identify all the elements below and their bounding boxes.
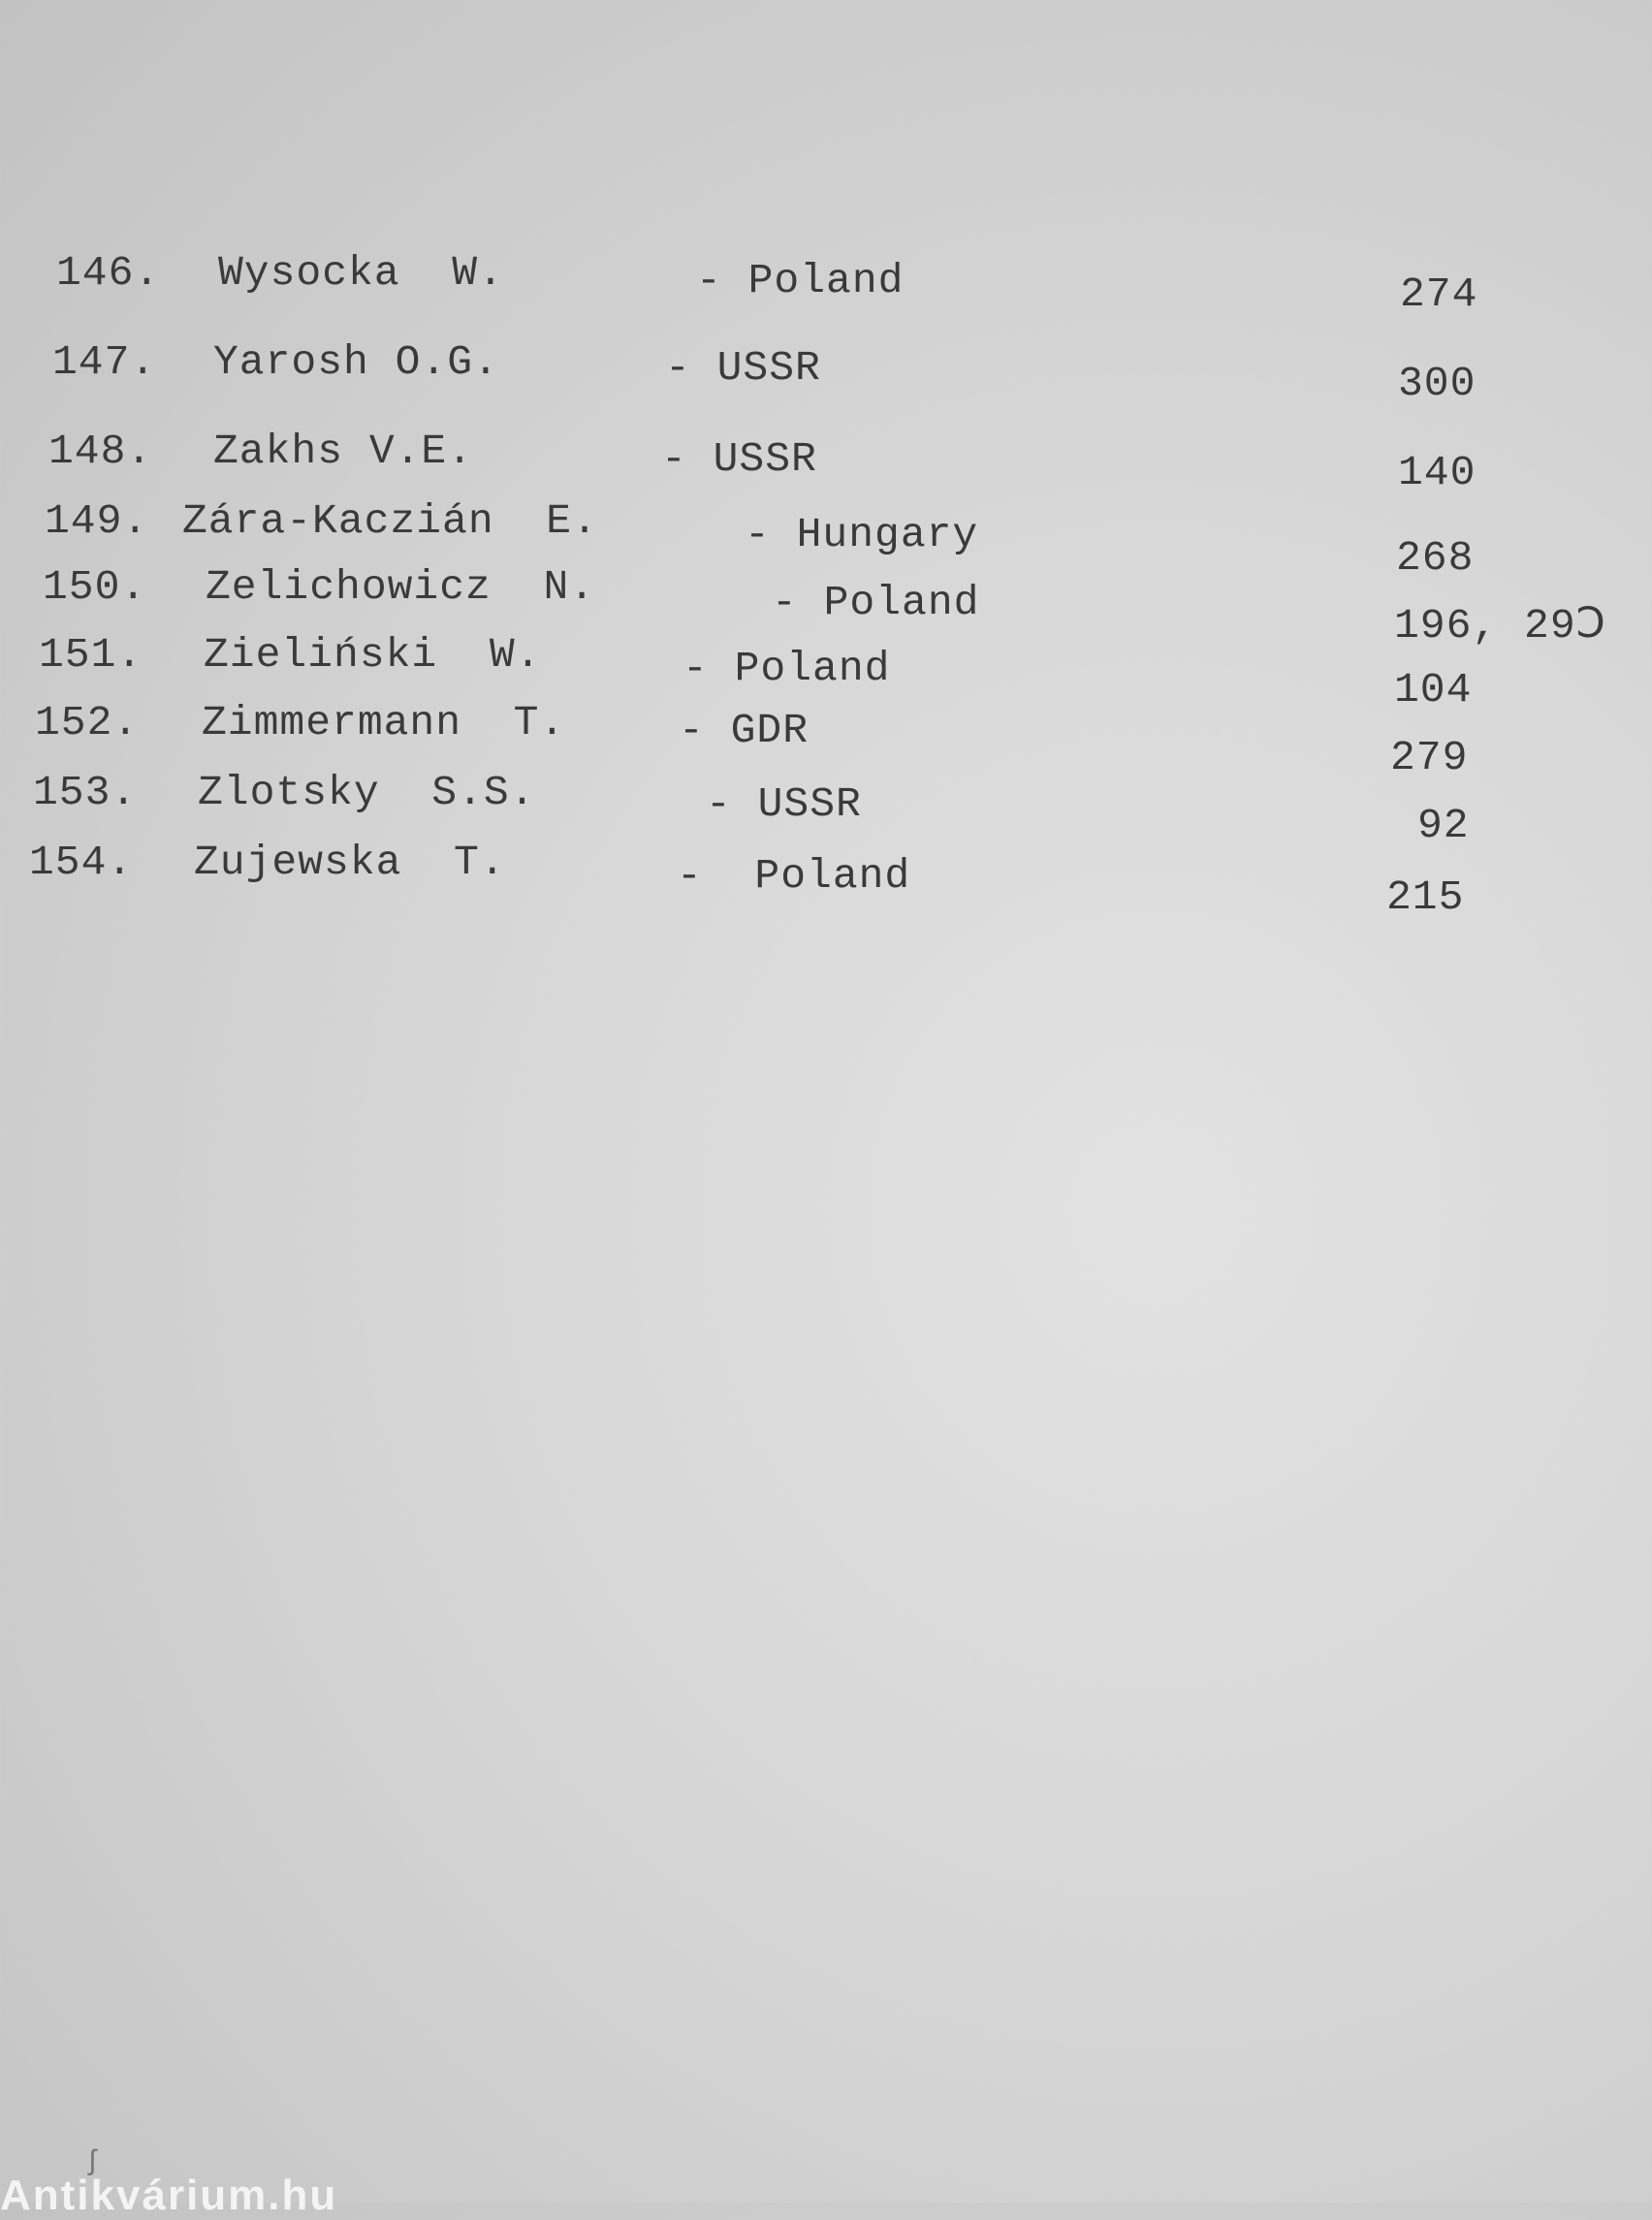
entry-country: - GDR (679, 707, 810, 754)
entry-number: 153. (33, 769, 138, 816)
entry-name: Zieliński W. (204, 631, 542, 679)
entry-country: - USSR (661, 435, 817, 483)
entry-name: Zujewska T. (194, 839, 506, 886)
entry-pages: 92 (1417, 802, 1470, 849)
entry-pages: 300 (1398, 360, 1477, 407)
entry-number: 149. (45, 497, 149, 545)
list-item (0, 834, 1652, 921)
entry-name: Zára-Kaczián E. (182, 497, 598, 545)
list-item (0, 333, 1652, 407)
list-item (0, 423, 1652, 496)
entry-country: - USSR (706, 780, 862, 828)
entry-name: Zlotsky S.S. (198, 769, 536, 816)
entry-number: 148. (48, 428, 153, 475)
entry-country: - Hungary (745, 511, 979, 558)
entry-pages: 140 (1398, 449, 1477, 496)
entry-name: Yarosh O.G. (213, 338, 499, 386)
entry-country: - Poland (772, 579, 980, 626)
entry-number: 150. (43, 563, 147, 611)
entry-number: 151. (39, 631, 143, 679)
entry-pages: 268 (1396, 534, 1475, 582)
list-item (0, 492, 1652, 582)
entry-number: 152. (35, 699, 140, 746)
watermark: Antikvárium.hu (0, 2172, 338, 2219)
entry-name: Zimmermann T. (202, 699, 566, 746)
stray-mark: ʃ (89, 2144, 96, 2176)
entry-number: 154. (29, 839, 134, 886)
entry-pages: 104 (1394, 666, 1473, 714)
entry-name: Zakhs V.E. (213, 428, 474, 475)
list-item (0, 244, 1652, 318)
entry-country: - Poland (677, 852, 911, 900)
list-item (0, 694, 1652, 781)
list-item (0, 764, 1652, 849)
entry-pages: 196, 29Ↄ (1394, 602, 1606, 650)
entry-name: Wysocka W. (218, 249, 504, 297)
entry-pages: 215 (1386, 873, 1465, 921)
entry-country: - Poland (683, 645, 891, 692)
entry-pages: 279 (1390, 734, 1469, 781)
entry-name: Zelichowicz N. (206, 563, 596, 611)
entry-country: - USSR (665, 344, 821, 392)
list-item (0, 626, 1652, 714)
entry-number: 147. (52, 338, 157, 386)
entry-pages: 274 (1400, 270, 1478, 318)
entry-country: - Poland (696, 257, 905, 304)
entry-number: 146. (56, 249, 161, 297)
list-item (0, 558, 1652, 650)
